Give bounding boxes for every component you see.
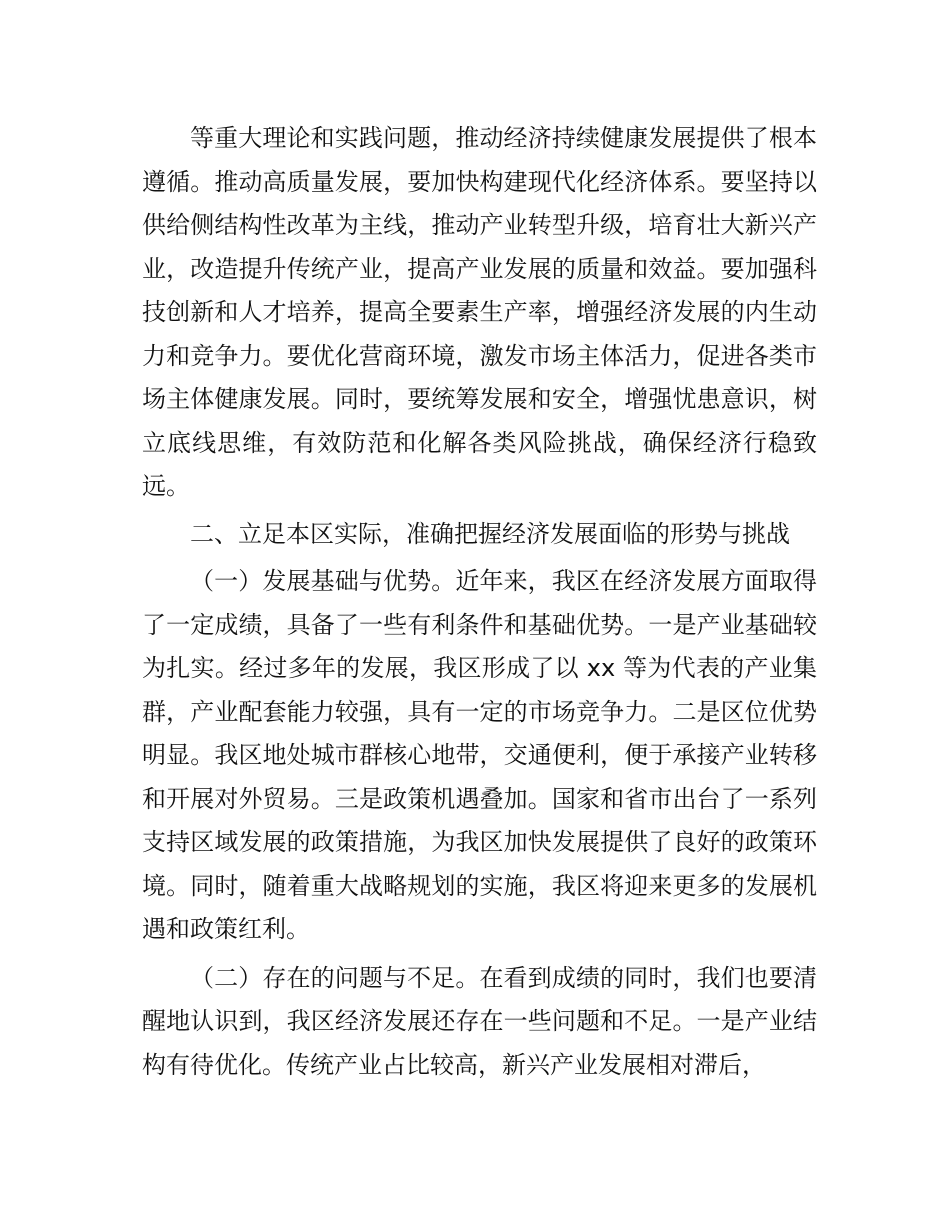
body-paragraph-3: （二）存在的问题与不足。在看到成绩的同时，我们也要清醒地认识到，我区经济发展还存在一些问题和不足。一是产业结构有待优化。传统产业占比较高，新兴产业发展相对滞后，: [142, 963, 817, 1079]
body-paragraph-2: （一）发展基础与优势。近年来，我区在经济发展方面取得了一定成绩，具备了一些有利条件和基础优势。一是产业基础较为扎实。经过多年的发展，我区形成了以 xx 等为代表的产业集群，产业配套能力较强，具有一定的市场竞争力。二是区位优势明显。我区地处城市群核心地带，交通便利，便于承接产业转移和开展对外贸易。三是政策机遇叠加。国家和省市出台了一系列支持区域发展的政策措施，为我区加快发展提供了良好的政策环境。同时，随着重大战略规划的实施，我区将迎来更多的发展机遇和政策红利。: [142, 567, 817, 943]
document-page: [142, 117, 817, 1087]
body-paragraph-1: 等重大理论和实践问题，推动经济持续健康发展提供了根本遵循。推动高质量发展，要加快构建现代化经济体系。要坚持以供给侧结构性改革为主线，推动产业转型升级，培育壮大新兴产业，改造提升传统产业，提高产业发展的质量和效益。要加强科技创新和人才培养，提高全要素生产率，增强经济发展的内生动力和竞争力。要优化营商环境，激发市场主体活力，促进各类市场主体健康发展。同时，要统筹发展和安全，增强忧患意识，树立底线思维，有效防范和化解各类风险挑战，确保经济行稳致远。: [142, 124, 817, 500]
section-heading: 二、立足本区实际，准确把握经济发展面临的形势与挑战: [190, 519, 790, 548]
